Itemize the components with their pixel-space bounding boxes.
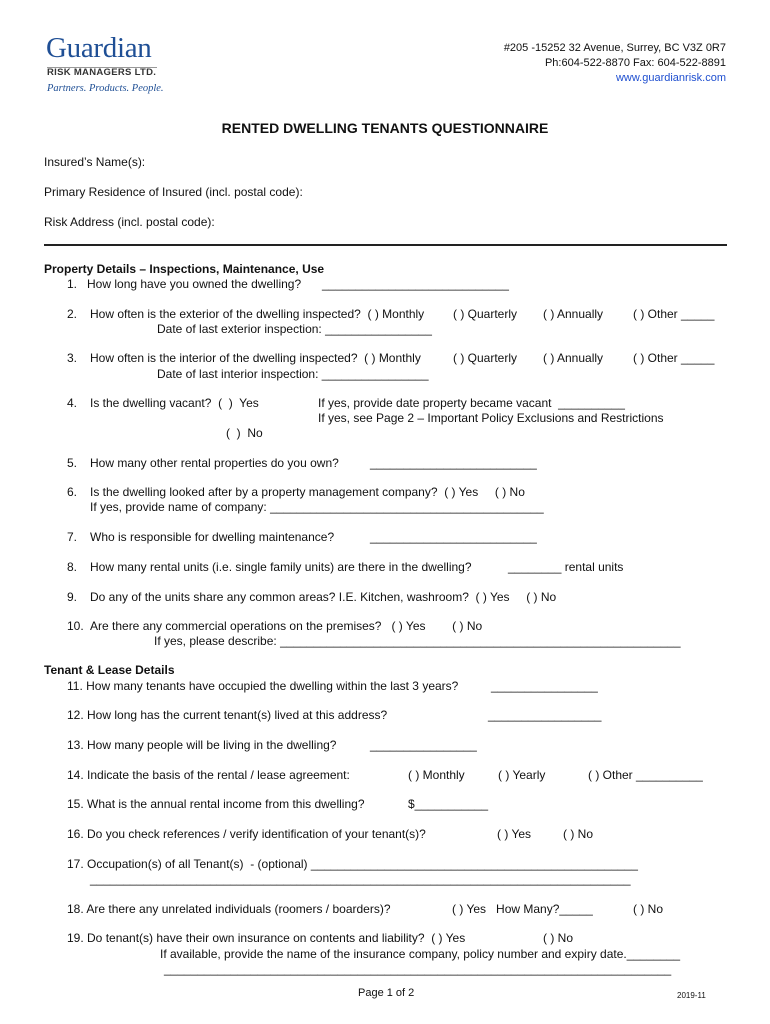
question-15: 15. What is the annual rental income from this dwelling? <box>67 797 365 811</box>
question-16-option-yes[interactable]: ( ) Yes <box>497 827 532 841</box>
question-17-continuation-line[interactable]: _________________________________________________________________________________ <box>90 872 631 886</box>
question-3-option-other[interactable]: ( ) Other _____ <box>633 351 715 365</box>
question-10: Are there any commercial operations on the premises? ( ) Yes ( ) No <box>90 619 483 633</box>
question-4-vacant-date[interactable]: If yes, provide date property became vacant __________ <box>318 396 625 410</box>
question-11: 11. How many tenants have occupied the dwelling within the last 3 years? <box>67 679 459 693</box>
question-4-number: 4. <box>67 396 78 410</box>
question-6: Is the dwelling looked after by a property management company? ( ) Yes ( ) No <box>90 485 525 499</box>
question-5-answer-line[interactable]: _________________________ <box>370 456 537 470</box>
section-divider <box>44 244 727 246</box>
question-16: 16. Do you check references / verify identification of your tenant(s)? <box>67 827 426 841</box>
question-7-answer-line[interactable]: _________________________ <box>370 530 537 544</box>
page-title: RENTED DWELLING TENANTS QUESTIONNAIRE <box>221 120 549 136</box>
question-12: 12. How long has the current tenant(s) lived at this address? <box>67 708 388 722</box>
question-9-number: 9. <box>67 590 78 604</box>
question-4-option-no[interactable]: ( ) No <box>226 426 263 440</box>
question-3: How often is the interior of the dwelling inspected? ( ) Monthly <box>90 351 421 365</box>
question-11-answer-line[interactable]: ________________ <box>491 679 598 693</box>
question-13: 13. How many people will be living in the dwelling? <box>67 738 337 752</box>
insured-names-label: Insured’s Name(s): <box>44 155 146 169</box>
question-18-option-yes-how-many[interactable]: ( ) Yes How Many?_____ <box>452 902 593 916</box>
question-13-answer-line[interactable]: ________________ <box>370 738 477 752</box>
property-details-heading: Property Details – Inspections, Maintenance, Use <box>44 262 325 276</box>
question-6-company-name[interactable]: If yes, provide name of company: _________________________________________ <box>90 500 544 514</box>
question-2: How often is the exterior of the dwelling inspected? ( ) Monthly <box>90 307 425 321</box>
primary-residence-label: Primary Residence of Insured (incl. postal code): <box>44 185 303 199</box>
question-19-insurance-details[interactable]: If available, provide the name of the insurance company, policy number and expiry date.________ <box>160 947 681 961</box>
question-8-number: 8. <box>67 560 78 574</box>
question-2-option-annually[interactable]: ( ) Annually <box>543 307 604 321</box>
tenant-lease-heading: Tenant & Lease Details <box>44 663 175 677</box>
question-2-option-other[interactable]: ( ) Other _____ <box>633 307 715 321</box>
question-10-describe-line[interactable]: If yes, please describe: ____________________________________________________________ <box>154 634 681 648</box>
question-3-last-inspection-date[interactable]: Date of last interior inspection: ________________ <box>157 367 429 381</box>
company-phone-fax: Ph:604-522-8870 Fax: 604-522-8891 <box>544 57 726 69</box>
risk-address-label: Risk Address (incl. postal code): <box>44 215 215 229</box>
question-7-number: 7. <box>67 530 78 544</box>
question-16-option-no[interactable]: ( ) No <box>563 827 593 841</box>
question-6-number: 6. <box>67 485 78 499</box>
question-18-option-no[interactable]: ( ) No <box>633 902 663 916</box>
question-15-income-line[interactable]: $___________ <box>408 797 489 811</box>
question-1: 1. How long have you owned the dwelling? <box>67 277 302 291</box>
question-19-option-no[interactable]: ( ) No <box>543 931 573 945</box>
company-logo-subtitle: RISK MANAGERS LTD. <box>47 67 157 78</box>
question-18: 18. Are there any unrelated individuals (roomers / boarders)? <box>67 902 391 916</box>
question-9: Do any of the units share any common areas? I.E. Kitchen, washroom? ( ) Yes ( ) No <box>90 590 557 604</box>
question-3-number: 3. <box>67 351 78 365</box>
question-5-number: 5. <box>67 456 78 470</box>
company-address: #205 -15252 32 Avenue, Surrey, BC V3Z 0R7 <box>503 42 726 54</box>
question-2-option-quarterly[interactable]: ( ) Quarterly <box>453 307 518 321</box>
question-14: 14. Indicate the basis of the rental / lease agreement: <box>67 768 350 782</box>
company-logo-name: Guardian <box>46 32 152 64</box>
company-website-link[interactable]: www.guardianrisk.com <box>615 72 726 84</box>
question-4: Is the dwelling vacant? ( ) Yes <box>90 396 259 410</box>
question-3-option-annually[interactable]: ( ) Annually <box>543 351 604 365</box>
question-10-number: 10. <box>67 619 84 633</box>
question-19-continuation-line[interactable]: ____________________________________________________________________________ <box>164 962 672 976</box>
question-3-option-quarterly[interactable]: ( ) Quarterly <box>453 351 518 365</box>
form-version: 2019-11 <box>677 991 706 1000</box>
question-5: How many other rental properties do you own? <box>90 456 339 470</box>
question-19: 19. Do tenant(s) have their own insurance on contents and liability? ( ) Yes <box>67 931 466 945</box>
question-2-number: 2. <box>67 307 78 321</box>
question-14-option-yearly[interactable]: ( ) Yearly <box>498 768 546 782</box>
question-8-rental-units[interactable]: ________ rental units <box>508 560 624 574</box>
question-12-answer-line[interactable]: _________________ <box>488 708 602 722</box>
question-8: How many rental units (i.e. single family units) are there in the dwelling? <box>90 560 472 574</box>
question-17: 17. Occupation(s) of all Tenant(s) - (optional) _________________________________________________ <box>67 857 638 871</box>
question-14-option-other[interactable]: ( ) Other __________ <box>588 768 703 782</box>
question-14-option-monthly[interactable]: ( ) Monthly <box>408 768 465 782</box>
question-7: Who is responsible for dwelling maintenance? <box>90 530 335 544</box>
page-number: Page 1 of 2 <box>358 987 415 999</box>
company-tagline: Partners. Products. People. <box>47 83 164 94</box>
question-2-last-inspection-date[interactable]: Date of last exterior inspection: ________________ <box>157 322 432 336</box>
question-1-answer-line[interactable]: ____________________________ <box>322 277 509 291</box>
question-4-see-page-2-note: If yes, see Page 2 – Important Policy Exclusions and Restrictions <box>318 411 664 425</box>
